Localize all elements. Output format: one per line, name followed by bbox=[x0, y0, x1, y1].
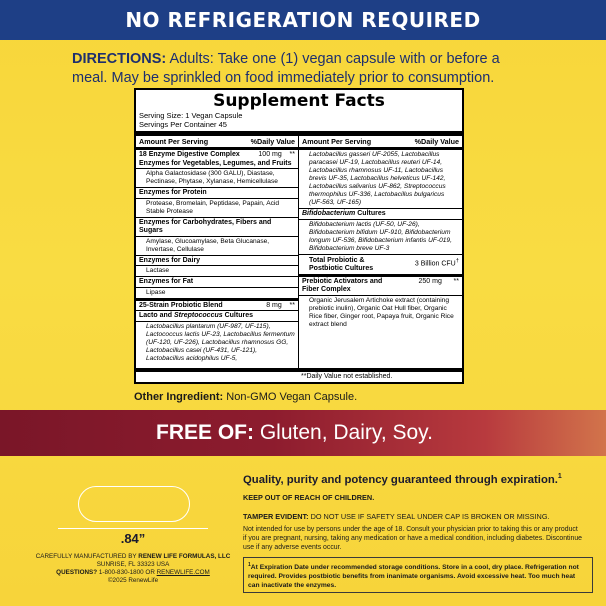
prebiotic-row bbox=[299, 274, 462, 295]
carb-enzymes-items: Amylase, Glucoamylase, Beta Glucanase, Invertase, Cellulase bbox=[136, 236, 298, 255]
maker-copyright: ©2025 RenewLife bbox=[107, 577, 159, 584]
directions-text: Adults: Take one (1) vegan capsule with or before a meal. May be sprinkled on food immediately prior to consumption. bbox=[72, 51, 500, 86]
other-ingredient-label: Other Ingredient: bbox=[134, 391, 224, 403]
prebiotic-items: Organic Jerusalem Artichoke extract (containing prebiotic inulin), Organic Oat Hull fiber, Organic Rice fiber, Ginger root, Papaya fruit, Organic Rice extract blend bbox=[299, 295, 462, 330]
probiotic-blend-row bbox=[136, 298, 298, 311]
facts-footnote: **Daily Value not established. bbox=[136, 368, 462, 382]
maker-phone: 1-800-830-1800 OR bbox=[97, 569, 157, 576]
free-of-items: Gluten, Dairy, Soy. bbox=[254, 421, 433, 444]
tamper-label: TAMPER EVIDENT: bbox=[243, 512, 309, 521]
facts-columns bbox=[136, 136, 462, 384]
keep-out-warning: KEEP OUT OF REACH OF CHILDREN. bbox=[243, 493, 375, 502]
enzyme-complex-row bbox=[136, 150, 298, 160]
quality-statement bbox=[243, 470, 593, 487]
prebiotic-amount bbox=[419, 278, 459, 295]
expiration-mark: 1 bbox=[248, 562, 251, 568]
dairy-enzymes-items: Lactase bbox=[136, 265, 298, 276]
probiotic-blend-mg: 8 mg bbox=[266, 301, 282, 309]
total-probiotic-row bbox=[299, 254, 462, 274]
maker-questions-label: QUESTIONS? bbox=[56, 569, 98, 576]
lacto-cultures-head bbox=[136, 310, 298, 321]
bifido-head-suffix: Cultures bbox=[355, 210, 386, 217]
enzyme-complex-name: 18 Enzyme Digestive Complex bbox=[139, 151, 240, 158]
expiration-text: At Expiration Date under recommended storage conditions. Store in a cool, dry place. Refrigeration not required. Provides postbiotic benefits from inanimate organisms. Avoid excessive heat. Too much heat can inactivate the enzymes. bbox=[248, 564, 579, 590]
left-column-header bbox=[136, 136, 298, 150]
expiration-box bbox=[243, 557, 593, 593]
right-column-header bbox=[299, 136, 462, 150]
total-probiotic-value: 3 Billion CFU bbox=[414, 259, 456, 267]
directions bbox=[72, 50, 532, 88]
supplement-facts-panel bbox=[134, 88, 464, 384]
prebiotic-name: Prebiotic Activators and Fiber Complex bbox=[302, 277, 383, 293]
fat-enzymes-items: Lipase bbox=[136, 287, 298, 298]
probiotic-blend-amount bbox=[266, 302, 295, 311]
total-probiotic-amount bbox=[415, 257, 459, 273]
maker-website: RENEWLIFE.COM bbox=[156, 569, 210, 576]
serving-size: Serving Size: 1 Vegan Capsule bbox=[139, 111, 243, 120]
facts-title: Supplement Facts bbox=[213, 91, 385, 111]
usage-notice: Not intended for use by persons under the age of 18. Consult your physician prior to taking this or any product if you are pregnant, nursing, taking any medication or have a medical condition, including diabetes. Discontinue use if any adverse events occur. bbox=[243, 526, 582, 551]
total-probiotic-mark: † bbox=[455, 257, 459, 264]
top-banner bbox=[0, 0, 606, 40]
prebiotic-dv: ** bbox=[453, 277, 459, 285]
protein-enzymes-items: Protease, Bromelain, Peptidase, Papain, Acid Stable Protease bbox=[136, 198, 298, 217]
maker-city: SUNRISE, FL 33323 USA bbox=[96, 561, 170, 568]
facts-right-column bbox=[299, 136, 462, 384]
left-amount-header: Amount Per Serving bbox=[139, 137, 209, 146]
protein-enzymes-head: Enzymes for Protein bbox=[136, 187, 298, 198]
quality-mark: 1 bbox=[557, 473, 562, 480]
enzyme-complex-mg: 100 mg bbox=[258, 151, 282, 158]
banner-title: NO REFRIGERATION REQUIRED bbox=[125, 8, 481, 32]
bifido-cultures-head bbox=[299, 208, 462, 219]
lacto-head-b: Streptococcus bbox=[174, 312, 223, 319]
capsule-size-line bbox=[58, 528, 208, 529]
directions-label: DIRECTIONS: bbox=[72, 51, 167, 67]
right-dv-header: %Daily Value bbox=[414, 137, 459, 146]
fat-enzymes-head: Enzymes for Fat bbox=[136, 276, 298, 287]
bifido-items: Bifidobacterium lactis (UF-50, UF-26), Bifidobacterium bifidum UF-910, Bifidobacterium longum UF-536, Bifidobacterium infantis UF-019, Bifidobacterium breve UF-3 bbox=[299, 219, 462, 254]
lacto-head-c: Cultures bbox=[222, 312, 253, 319]
enzyme-complex-dv: ** bbox=[289, 151, 295, 158]
maker-questions bbox=[28, 569, 238, 577]
free-of-band bbox=[0, 410, 606, 456]
tamper-text: DO NOT USE IF SAFETY SEAL UNDER CAP IS BROKEN OR MISSING. bbox=[308, 512, 550, 521]
total-probiotic-label: Total Probiotic & Postbiotic Cultures bbox=[309, 256, 374, 272]
facts-left-column bbox=[136, 136, 299, 384]
enzyme-complex-amount bbox=[258, 151, 295, 160]
probiotic-blend-dv: ** bbox=[289, 301, 295, 309]
capsule-size-label: .84” bbox=[120, 531, 146, 546]
left-dv-header: %Daily Value bbox=[250, 137, 295, 146]
right-amount-header: Amount Per Serving bbox=[302, 137, 372, 146]
carb-enzymes-head: Enzymes for Carbohydrates, Fibers and Sugars bbox=[136, 217, 298, 236]
veg-enzymes-head bbox=[136, 160, 298, 169]
tamper-evident-warning bbox=[243, 512, 593, 521]
bifido-head-name: Bifidobacterium bbox=[302, 210, 356, 217]
lacto-items-right: Lactobacillus gasseri UF-2055, Lactobacillus paracasei UF-19, Lactobacillus reuteri UF-14, Lactobacillus rhamnosus UF-11, Lactobacillus brevis UF-35, Lactobacillus helveticus UF-142, Lactobacillus salivarius UF-862, Streptococcus thermophilus UF-336, Lactobacillus bulgaricus (UF-563, UF-165) bbox=[309, 151, 446, 206]
maker-company: RENEW LIFE FORMULAS, LLC bbox=[138, 553, 231, 560]
manufacturer-info bbox=[28, 553, 238, 585]
maker-prefix: CAREFULLY MANUFACTURED BY bbox=[35, 553, 139, 560]
capsule-outline bbox=[78, 486, 190, 522]
maker-line-1 bbox=[28, 553, 238, 561]
veg-enzymes-title: Enzymes for Vegetables, Legumes, and Fruits bbox=[139, 159, 292, 167]
veg-enzymes-items: Alpha Galactosidase (300 GALU), Diastase, Pectinase, Phytase, Xylanase, Hemicellulase bbox=[136, 168, 298, 187]
other-ingredient-text: Non-GMO Vegan Capsule. bbox=[223, 391, 358, 403]
servings-per-container: Servings Per Container 45 bbox=[139, 120, 227, 129]
probiotic-blend-name: 25-Strain Probiotic Blend bbox=[139, 301, 223, 309]
prebiotic-mg: 250 mg bbox=[418, 277, 442, 285]
lacto-items-left: Lactobacillus plantarum (UF-987, UF-115), Lactococcus lactis UF-23, Lactobacillus fermentum (UF-120, UF-226), Lactobacillus rhamnosus GG, Lactobacillus casei (UF-431, UF-121), Lactobacillus acidophilus UF-5, bbox=[136, 321, 298, 364]
free-of-label: FREE OF: bbox=[156, 421, 254, 444]
lacto-head-a: Lacto and bbox=[139, 312, 175, 319]
free-of-text bbox=[156, 410, 433, 456]
quality-text: Quality, purity and potency guaranteed through expiration. bbox=[243, 473, 558, 486]
other-ingredient bbox=[134, 391, 464, 403]
dairy-enzymes-head: Enzymes for Dairy bbox=[136, 255, 298, 266]
